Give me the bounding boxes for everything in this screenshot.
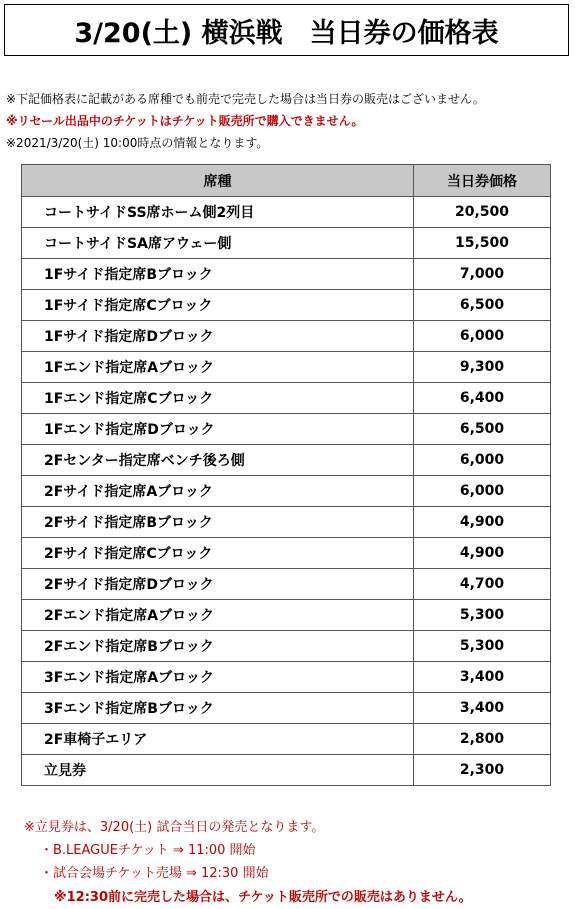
title-box xyxy=(4,4,569,56)
footer-venue-start: ・試合会場チケット売場 ⇒ 12:30 開始 xyxy=(40,866,269,881)
seat-type-cell: 2Fエンド指定席Bブロック xyxy=(22,631,414,662)
price-cell: 2,300 xyxy=(414,755,551,786)
table-row xyxy=(22,476,551,507)
footer-soldout-note: ※12:30前に完売した場合は、チケット販売所での販売はありません。 xyxy=(54,890,472,905)
seat-type-cell: 1Fサイド指定席Bブロック xyxy=(22,259,414,290)
page-title: 3/20(土) 横浜戦 当日券の価格表 xyxy=(74,17,499,49)
seat-type-cell: 2Fエンド指定席Aブロック xyxy=(22,600,414,631)
seat-type-cell: 2Fサイド指定席Dブロック xyxy=(22,569,414,600)
seat-type-cell: 1Fエンド指定席Cブロック xyxy=(22,383,414,414)
table-header-row xyxy=(22,165,551,197)
seat-type-cell: 1Fサイド指定席Dブロック xyxy=(22,321,414,352)
table-row xyxy=(22,507,551,538)
table-row xyxy=(22,259,551,290)
seat-type-cell: 2Fサイド指定席Aブロック xyxy=(22,476,414,507)
header-seat-type: 席種 xyxy=(22,165,414,197)
table-row xyxy=(22,290,551,321)
table-row xyxy=(22,414,551,445)
seat-type-cell: 1Fサイド指定席Cブロック xyxy=(22,290,414,321)
table-row xyxy=(22,631,551,662)
seat-type-cell: コートサイドSS席ホーム側2列目 xyxy=(22,197,414,228)
price-cell: 9,300 xyxy=(414,352,551,383)
note-sellout: ※下記価格表に記載がある席種でも前売で完売した場合は当日券の販売はございません。 xyxy=(6,92,485,106)
price-cell: 5,300 xyxy=(414,631,551,662)
price-table xyxy=(21,164,551,786)
price-cell: 4,900 xyxy=(414,538,551,569)
table-row xyxy=(22,197,551,228)
seat-type-cell: コートサイドSA席アウェー側 xyxy=(22,228,414,259)
footer-standing-note: ※立見券は、3/20(土) 試合当日の発売となります。 xyxy=(24,820,325,835)
note-resale: ※リセール出品中のチケットはチケット販売所で購入できません。 xyxy=(6,114,364,128)
table-row xyxy=(22,662,551,693)
table-row xyxy=(22,383,551,414)
price-cell: 6,000 xyxy=(414,445,551,476)
table-row xyxy=(22,352,551,383)
price-cell: 6,400 xyxy=(414,383,551,414)
seat-type-cell: 2Fサイド指定席Cブロック xyxy=(22,538,414,569)
table-row xyxy=(22,538,551,569)
table-row xyxy=(22,724,551,755)
price-cell: 2,800 xyxy=(414,724,551,755)
note-info-time: ※2021/3/20(土) 10:00時点の情報となります。 xyxy=(6,136,269,150)
price-cell: 4,700 xyxy=(414,569,551,600)
price-cell: 3,400 xyxy=(414,662,551,693)
table-row xyxy=(22,693,551,724)
price-cell: 4,900 xyxy=(414,507,551,538)
seat-type-cell: 3Fエンド指定席Bブロック xyxy=(22,693,414,724)
table-row xyxy=(22,445,551,476)
table-row xyxy=(22,321,551,352)
seat-type-cell: 2Fセンター指定席ベンチ後ろ側 xyxy=(22,445,414,476)
price-cell: 20,500 xyxy=(414,197,551,228)
seat-type-cell: 1Fエンド指定席Dブロック xyxy=(22,414,414,445)
seat-type-cell: 立見券 xyxy=(22,755,414,786)
table-row xyxy=(22,755,551,786)
header-price: 当日券価格 xyxy=(414,165,551,197)
seat-type-cell: 2F車椅子エリア xyxy=(22,724,414,755)
table-row xyxy=(22,569,551,600)
footer-bleague-start: ・B.LEAGUEチケット ⇒ 11:00 開始 xyxy=(40,843,256,858)
price-cell: 3,400 xyxy=(414,693,551,724)
seat-type-cell: 2Fサイド指定席Bブロック xyxy=(22,507,414,538)
price-cell: 6,500 xyxy=(414,414,551,445)
price-cell: 5,300 xyxy=(414,600,551,631)
seat-type-cell: 1Fエンド指定席Aブロック xyxy=(22,352,414,383)
table-row xyxy=(22,600,551,631)
table-row xyxy=(22,228,551,259)
price-cell: 6,500 xyxy=(414,290,551,321)
price-cell: 7,000 xyxy=(414,259,551,290)
price-cell: 6,000 xyxy=(414,321,551,352)
seat-type-cell: 3Fエンド指定席Aブロック xyxy=(22,662,414,693)
price-cell: 15,500 xyxy=(414,228,551,259)
price-cell: 6,000 xyxy=(414,476,551,507)
